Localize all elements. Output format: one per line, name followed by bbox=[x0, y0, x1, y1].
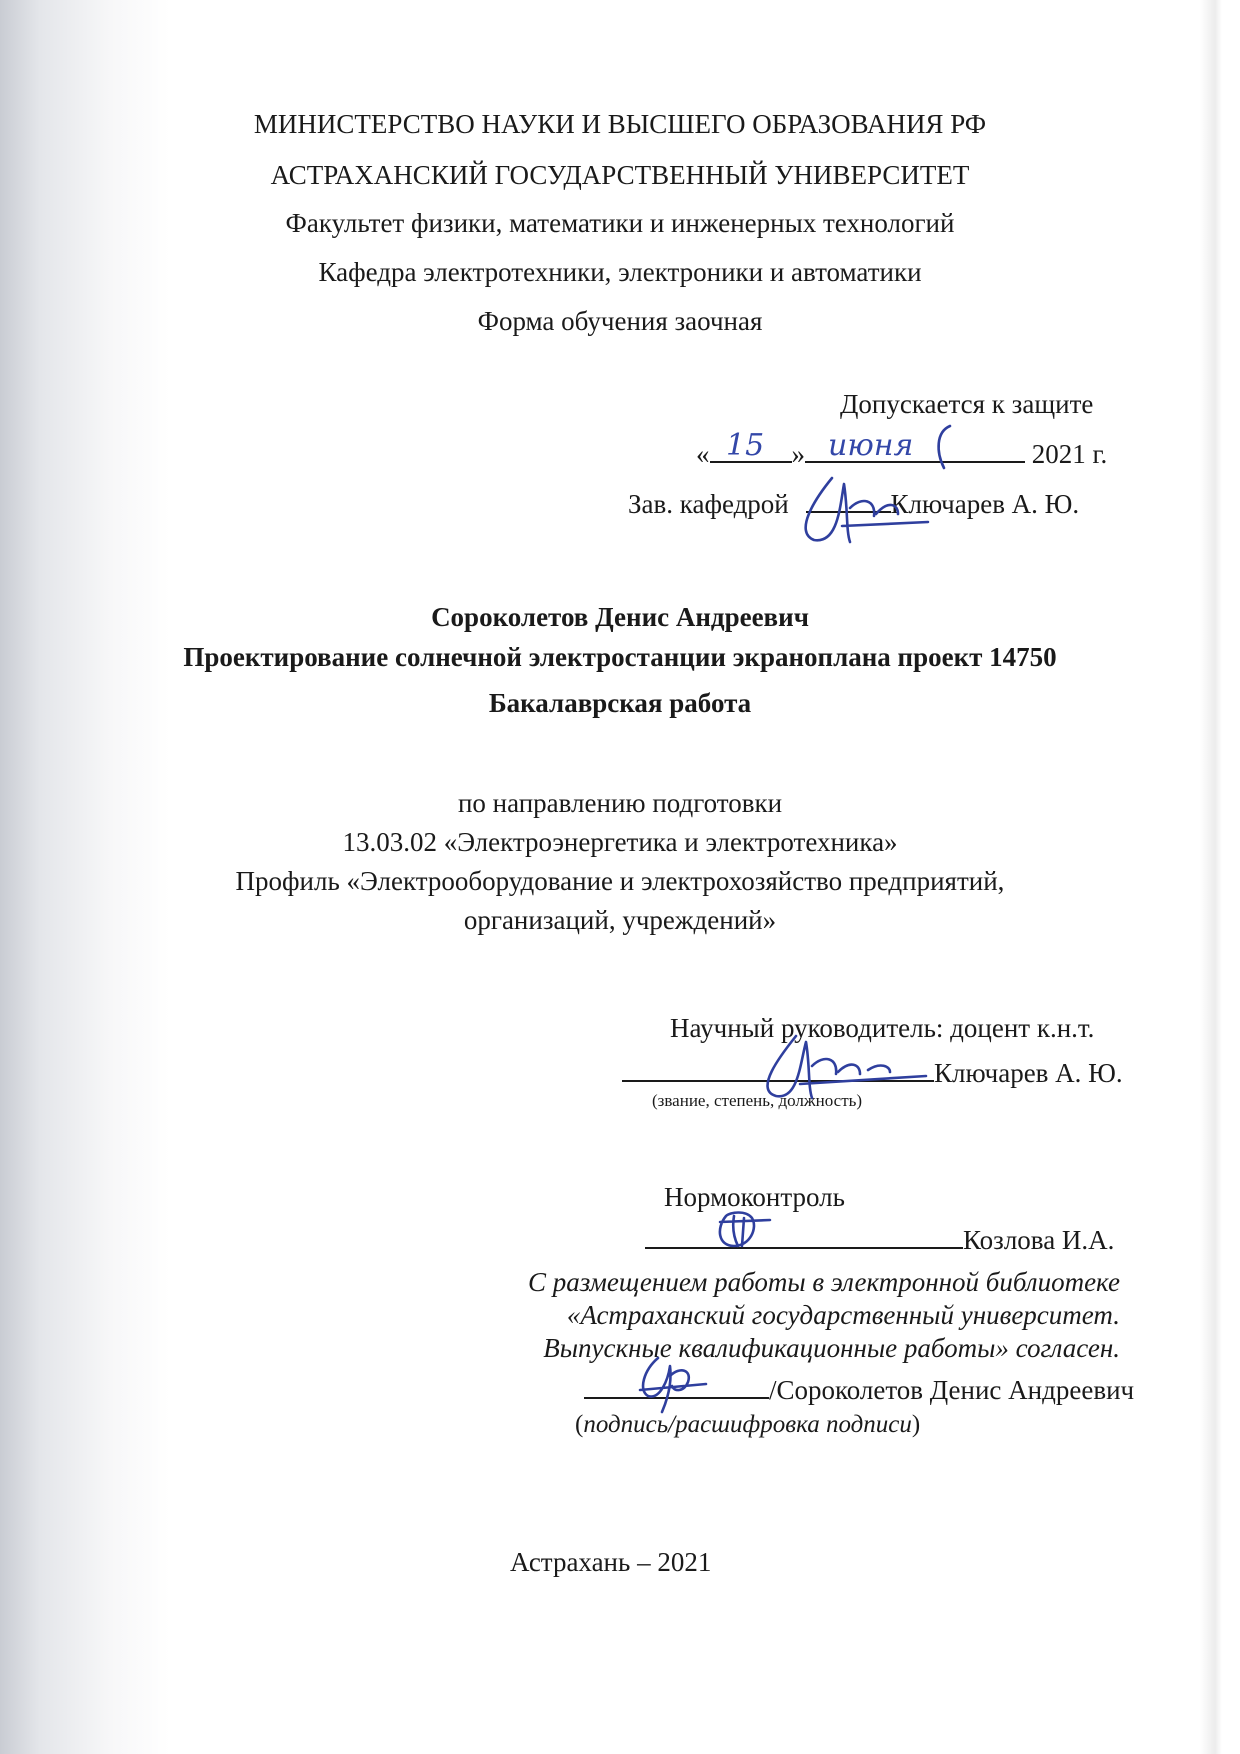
work-type: Бакалаврская работа bbox=[488, 688, 752, 718]
profile-line-2: организаций, учреждений» bbox=[463, 905, 777, 935]
handwritten-day: 15 bbox=[726, 428, 765, 463]
consent-name: /Сороколетов Денис Андреевич bbox=[769, 1375, 1135, 1405]
department-line: Кафедра электротехники, электроники и автоматики bbox=[318, 257, 922, 287]
consent-caption bbox=[575, 1408, 920, 1442]
date-close-quote: » bbox=[791, 439, 805, 469]
caption-open-paren: ( bbox=[575, 1411, 584, 1438]
month-flourish bbox=[930, 422, 960, 472]
normcontrol-signature-underline bbox=[645, 1223, 963, 1249]
consent-line-2: «Астраханский государственный университет. bbox=[566, 1300, 1120, 1330]
supervisor-label: Научный руководитель: доцент к.н.т. bbox=[670, 1013, 1095, 1043]
thesis-title: Проектирование солнечной электростанции экраноплана проект 14750 bbox=[183, 642, 1057, 672]
normcontrol-name: Козлова И.А. bbox=[963, 1225, 1115, 1255]
profile-line-1: Профиль «Электрооборудование и электрохозяйство предприятий, bbox=[235, 866, 1005, 896]
approval-year: 2021 г. bbox=[1031, 439, 1108, 469]
direction-code: 13.03.02 «Электроэнергетика и электротехника» bbox=[342, 827, 898, 857]
faculty-line: Факультет физики, математики и инженерных технологий bbox=[285, 208, 955, 238]
city-year: Астрахань – 2021 bbox=[510, 1547, 712, 1577]
date-open-quote: « bbox=[696, 439, 710, 469]
consent-line-1: С размещением работы в электронной библиотеке bbox=[528, 1267, 1120, 1297]
university-heading: АСТРАХАНСКИЙ ГОСУДАРСТВЕННЫЙ УНИВЕРСИТЕТ bbox=[270, 160, 970, 190]
normcontrol-label: Нормоконтроль bbox=[664, 1182, 845, 1212]
supervisor-caption: (звание, степень, должность) bbox=[652, 1091, 863, 1110]
admitted-to-defense: Допускается к защите bbox=[840, 389, 1094, 419]
consent-line-3: Выпускные квалификационные работы» согласен. bbox=[543, 1333, 1120, 1363]
author-name: Сороколетов Денис Андреевич bbox=[431, 602, 809, 632]
direction-intro: по направлению подготовки bbox=[457, 788, 783, 818]
head-signature bbox=[784, 470, 934, 550]
caption-text: подпись/расшифровка подписи bbox=[583, 1411, 912, 1438]
head-label: Зав. кафедрой bbox=[628, 489, 789, 519]
study-form-line: Форма обучения заочная bbox=[477, 306, 763, 336]
ministry-heading: МИНИСТЕРСТВО НАУКИ И ВЫСШЕГО ОБРАЗОВАНИЯ РФ bbox=[253, 109, 987, 139]
normcontrol-signature bbox=[712, 1208, 782, 1254]
supervisor-name: Ключарев А. Ю. bbox=[934, 1058, 1123, 1088]
handwritten-month: июня bbox=[828, 428, 914, 463]
head-name: Ключарев А. Ю. bbox=[890, 489, 1080, 519]
caption-close-paren: ) bbox=[911, 1411, 921, 1438]
